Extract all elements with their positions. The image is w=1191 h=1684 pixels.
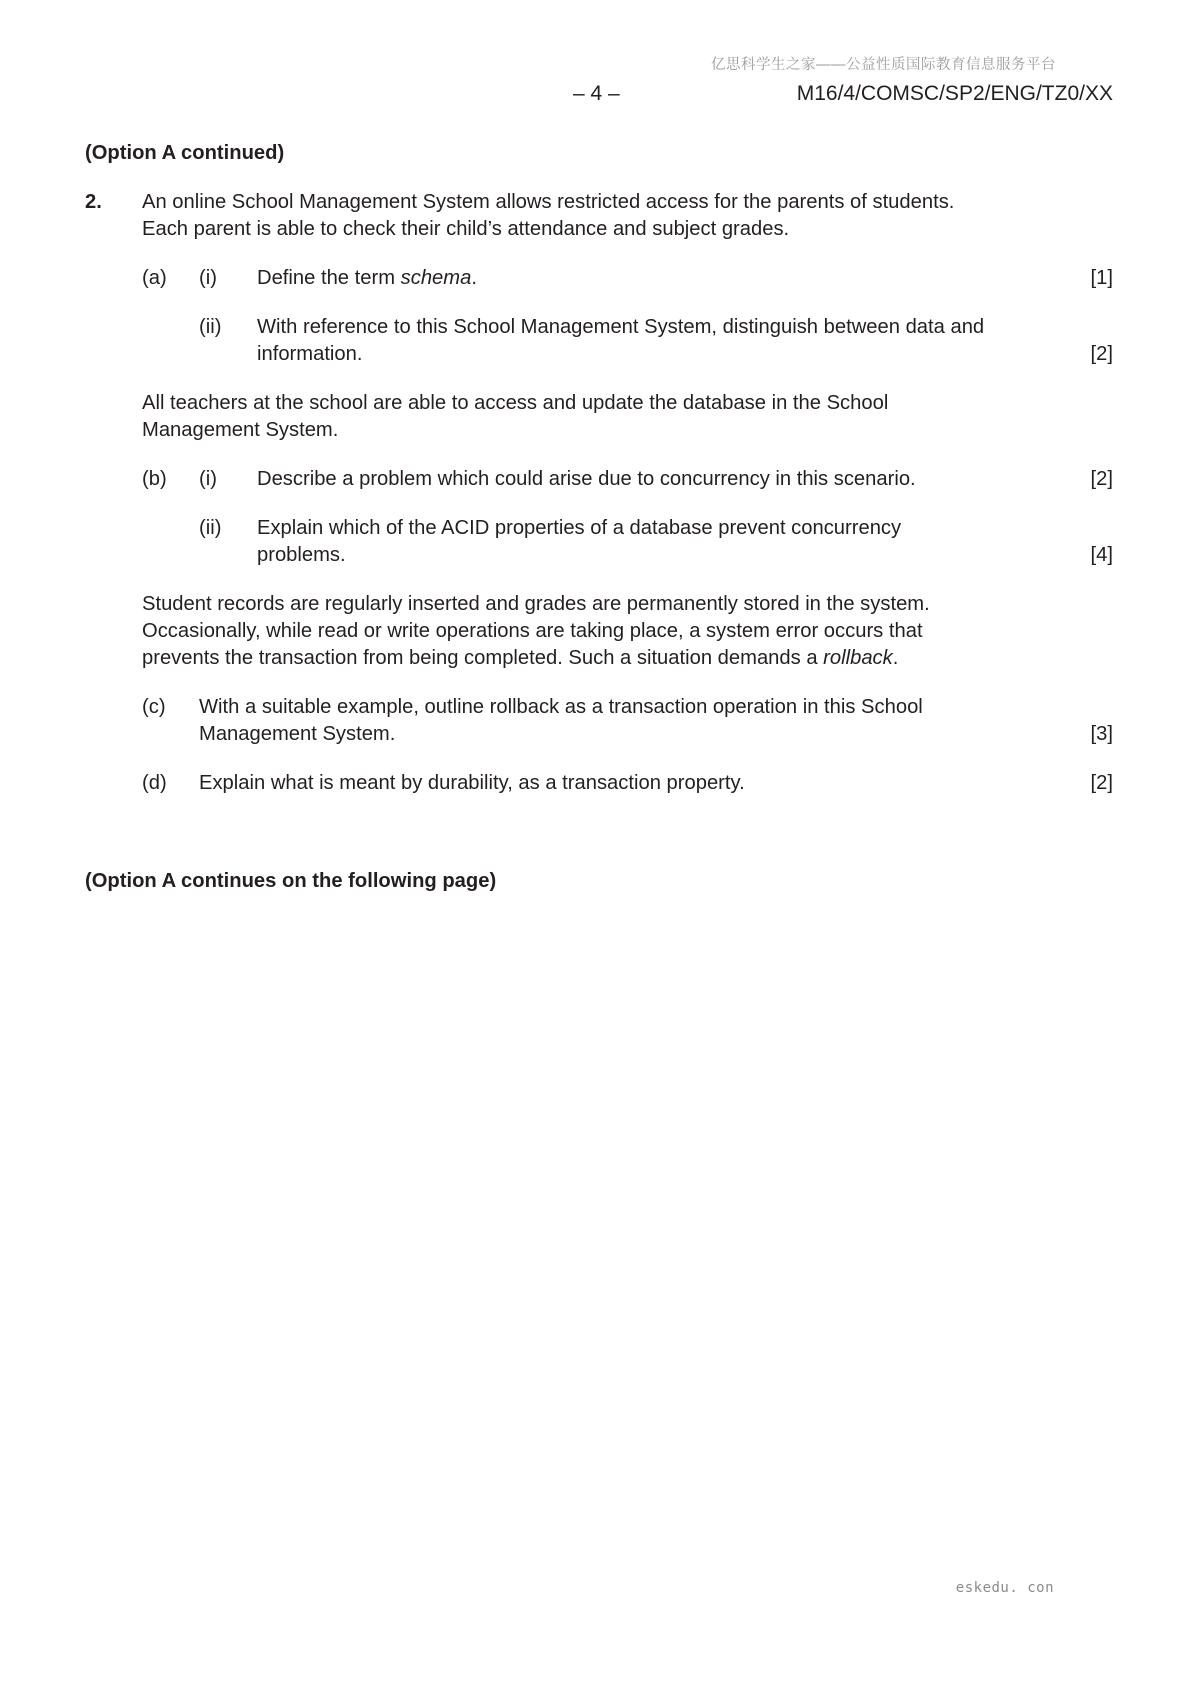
watermark-top: 亿思科学生之家——公益性质国际教育信息服务平台 — [711, 57, 1056, 73]
question-stem-line: An online School Management System allows restricted access for the parents of students. — [142, 191, 955, 213]
context-line — [142, 645, 1053, 672]
marks: [4] — [1090, 544, 1113, 566]
part-d — [85, 770, 1113, 797]
subpart-text-line: Explain which of the ACID properties of a database prevent concurrency — [257, 517, 902, 539]
page-header — [0, 82, 1191, 112]
subpart-label: (i) — [199, 267, 217, 289]
part-text-line: Management System. — [199, 723, 396, 745]
marks: [2] — [1090, 468, 1113, 490]
part-a-i — [85, 265, 1113, 292]
context-line: Management System. — [142, 419, 339, 441]
marks: [2] — [1090, 772, 1113, 794]
subpart-text-italic: schema — [400, 267, 472, 289]
context-text-italic: rollback — [823, 647, 893, 669]
subpart-text-line: information. — [257, 343, 363, 365]
part-label: (b) — [142, 468, 167, 490]
context-line: All teachers at the school are able to access and update the database in the School — [142, 392, 889, 414]
subpart-text-line: problems. — [257, 544, 346, 566]
subpart-label: (ii) — [199, 316, 222, 338]
subpart-label: (ii) — [199, 517, 222, 539]
subpart-text-line: With reference to this School Management System, distinguish between data and — [257, 316, 985, 338]
paper-code: M16/4/COMSC/SP2/ENG/TZ0/XX — [796, 82, 1113, 105]
part-b-i — [85, 466, 1113, 493]
part-label: (c) — [142, 696, 166, 718]
part-text — [199, 694, 1053, 748]
question-stem-line: Each parent is able to check their child’s attendance and subject grades. — [142, 218, 790, 240]
part-label: (a) — [142, 267, 167, 289]
context-text-plain: . — [892, 647, 899, 669]
subpart-text: Describe a problem which could arise due to concurrency in this scenario. — [257, 468, 916, 490]
context-c — [142, 591, 1053, 672]
marks: [2] — [1090, 343, 1113, 365]
context-line: Student records are regularly inserted and grades are permanently stored in the system. — [142, 593, 930, 615]
subpart-label: (i) — [199, 468, 217, 490]
marks: [3] — [1090, 723, 1113, 745]
option-continues-footer: (Option A continues on the following page) — [85, 870, 497, 892]
context-b — [142, 390, 1053, 444]
marks: [1] — [1090, 267, 1113, 289]
context-line: Occasionally, while read or write operations are taking place, a system error occurs that — [142, 620, 923, 642]
part-b-ii — [85, 515, 1113, 569]
part-c — [85, 694, 1113, 748]
part-text: Explain what is meant by durability, as a transaction property. — [199, 772, 745, 794]
question-stem — [142, 189, 1113, 243]
subpart-text-plain: Define the term — [257, 267, 401, 289]
subpart-text-plain: . — [471, 267, 477, 289]
exam-content — [85, 140, 1113, 895]
part-text-line: With a suitable example, outline rollback as a transaction operation in this School — [199, 696, 923, 718]
subpart-text — [257, 515, 1053, 569]
page-number: – 4 – — [573, 82, 620, 105]
watermark-bottom: eskedu. con — [955, 1580, 1054, 1596]
subpart-text — [257, 314, 1053, 368]
option-continued-heading: (Option A continued) — [85, 142, 285, 164]
part-a-ii — [85, 314, 1113, 368]
part-label: (d) — [142, 772, 167, 794]
subpart-text — [257, 265, 1053, 292]
context-text-plain: prevents the transaction from being completed. Such a situation demands a — [142, 647, 824, 669]
question-number: 2. — [85, 191, 102, 213]
question-2 — [85, 189, 1113, 243]
